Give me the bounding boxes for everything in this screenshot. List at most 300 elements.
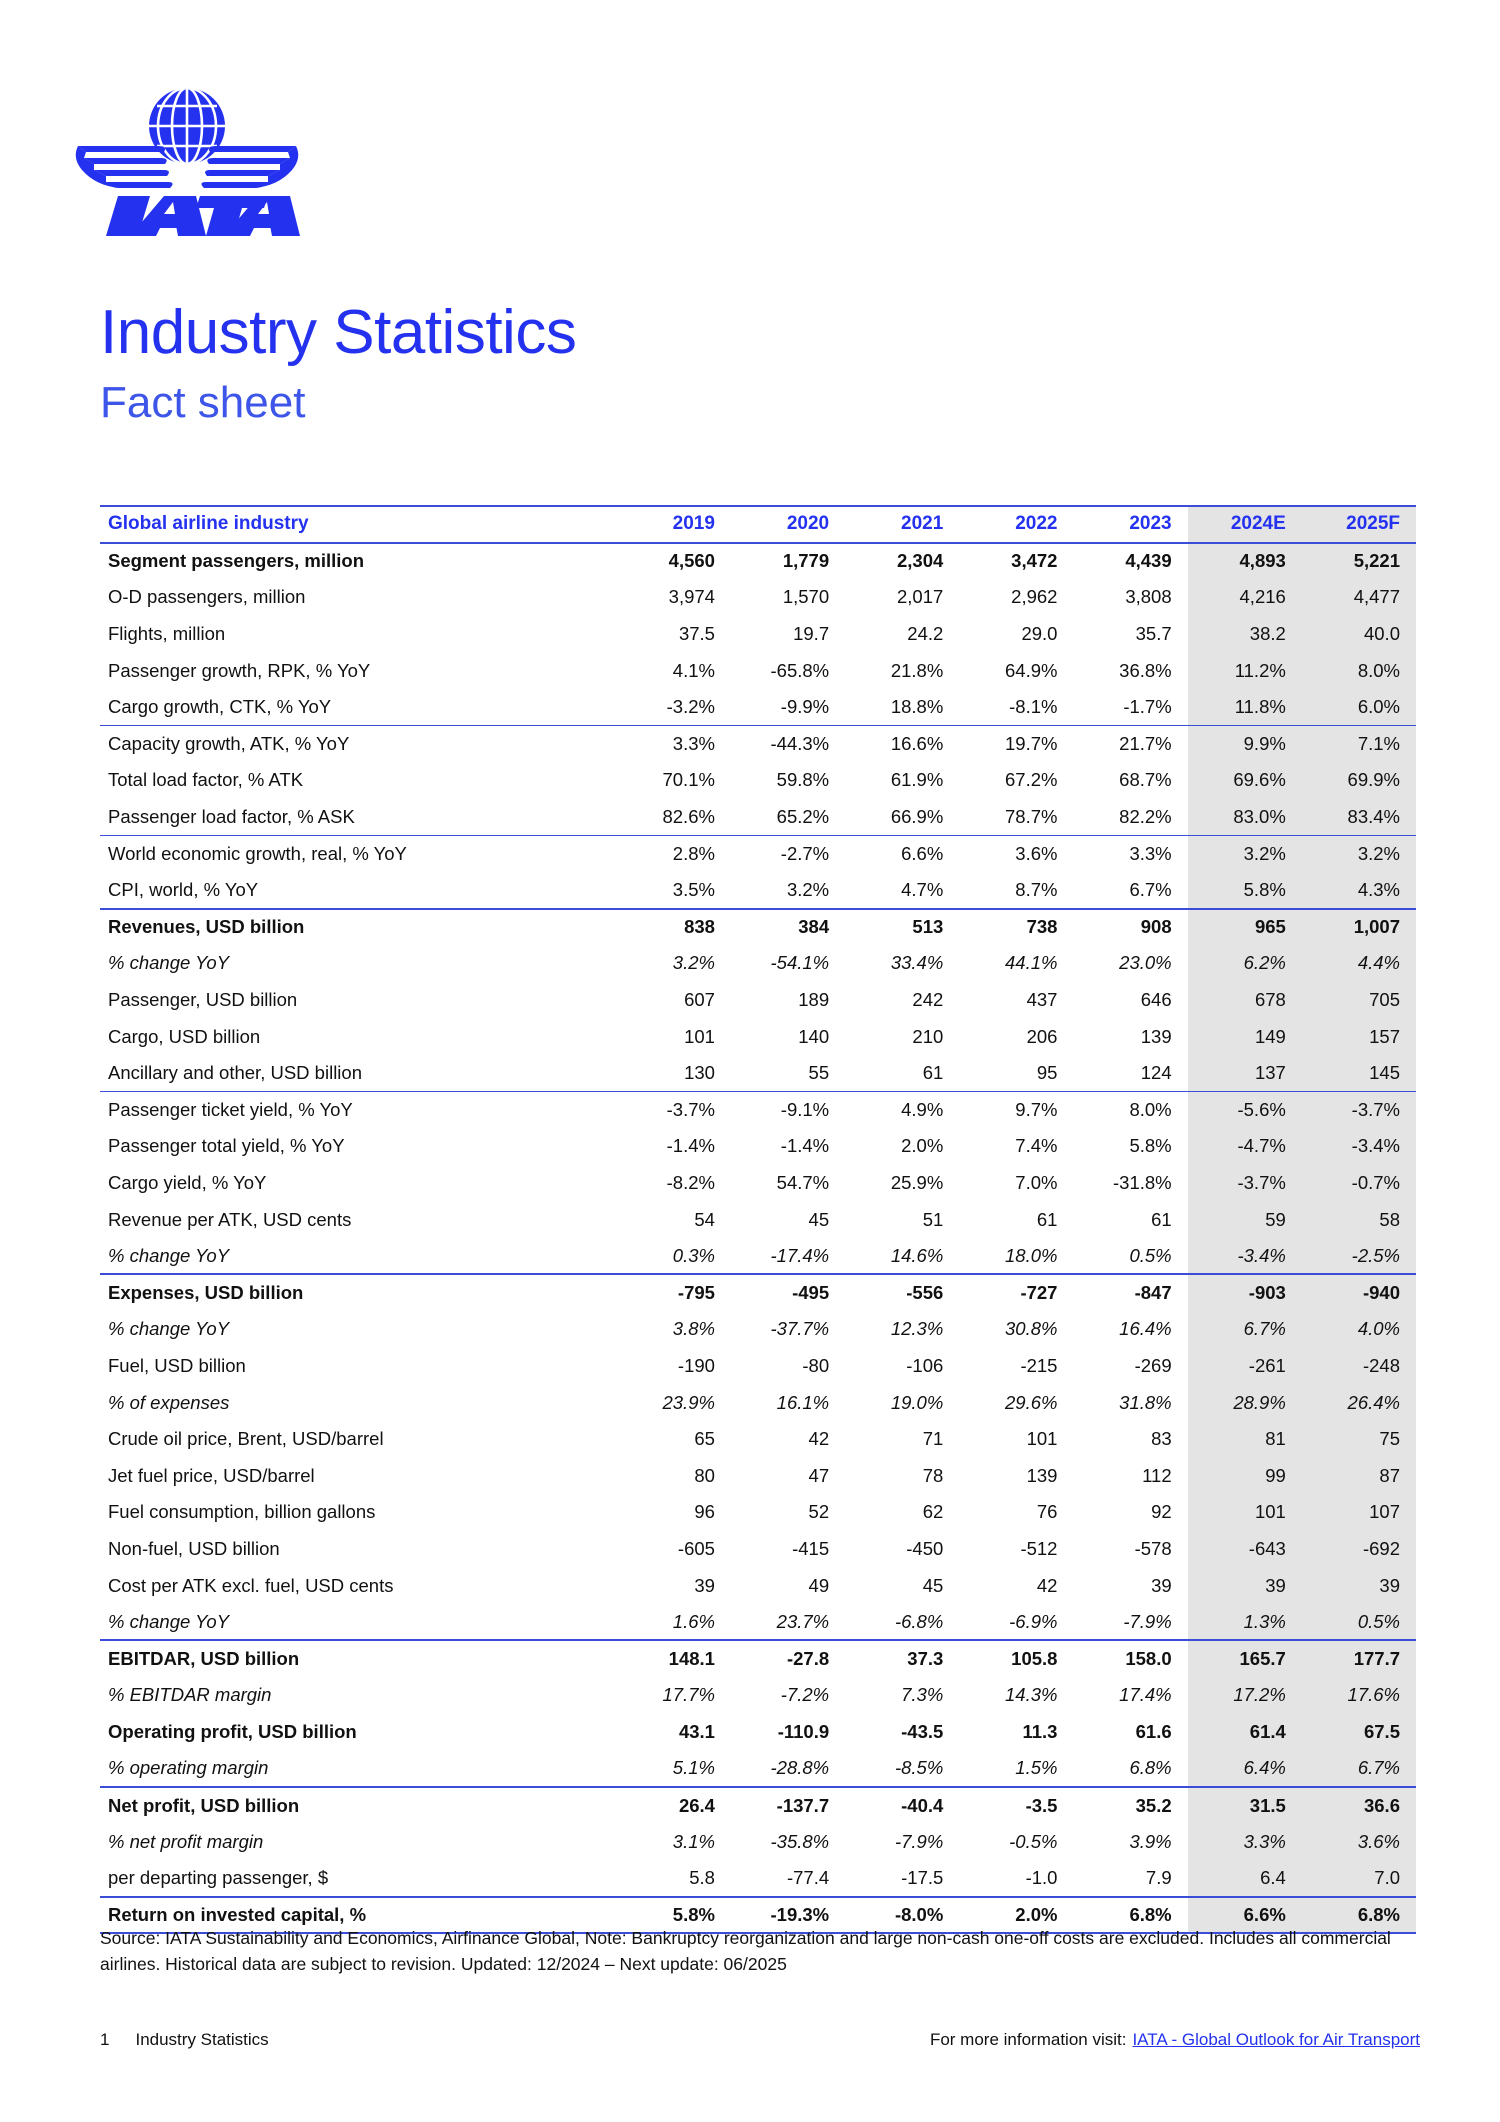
cell-value: 42 [1036, 1574, 1058, 1596]
cell-value: 165.7 [1188, 1640, 1302, 1677]
row-label: Passenger total yield, % YoY [108, 1135, 345, 1157]
column-header-2024e: 2024E [1188, 506, 1302, 543]
cell-value: -2.5% [1302, 1238, 1416, 1275]
cell-value: 124 [1140, 1061, 1172, 1083]
cell-value: -3.7% [1188, 1165, 1302, 1202]
title-block [100, 300, 1420, 427]
row-label: Cargo, USD billion [108, 1025, 261, 1047]
row-label: Total load factor, % ATK [108, 769, 304, 791]
cell-value: 3.1% [672, 1830, 715, 1852]
row-label: % operating margin [108, 1756, 269, 1778]
cell-value: 4.4% [1302, 945, 1416, 982]
cell-value: -7.9% [1123, 1610, 1172, 1632]
row-label: % change YoY [108, 952, 230, 974]
cell-value: 2,304 [897, 550, 944, 572]
cell-value: -3.2% [666, 696, 715, 718]
row-label: Cost per ATK excl. fuel, USD cents [108, 1574, 394, 1596]
cell-value: 384 [731, 909, 845, 946]
cell-value: 6.6% [1188, 1897, 1302, 1934]
cell-value: 6.7% [1188, 1311, 1302, 1348]
cell-value: -19.3% [731, 1897, 845, 1934]
table-header-row [100, 506, 1416, 543]
cell-value: 49 [808, 1574, 830, 1596]
cell-value: 19.7 [793, 623, 830, 645]
cell-value: 137 [1188, 1055, 1302, 1092]
cell-value: -17.5 [901, 1866, 944, 1888]
table-row [100, 872, 1416, 909]
row-label: Fuel, USD billion [108, 1354, 246, 1376]
cell-value: 4,560 [668, 550, 715, 572]
table-row [100, 1018, 1416, 1055]
cell-value: 39 [1188, 1567, 1302, 1604]
row-label: Passenger, USD billion [108, 989, 298, 1011]
footer-outlook-link[interactable]: IATA - Global Outlook for Air Transport [1132, 2030, 1420, 2049]
cell-value: 7.1% [1302, 726, 1416, 763]
row-label: Segment passengers, million [108, 550, 364, 572]
iata-wordmark [106, 196, 300, 236]
cell-value: 61 [1036, 1208, 1058, 1230]
cell-value: 66.9% [890, 805, 944, 827]
cell-value: 7.0% [1015, 1171, 1058, 1193]
cell-value: 189 [798, 989, 830, 1011]
row-label: Jet fuel price, USD/barrel [108, 1464, 315, 1486]
cell-value: 2.8% [617, 835, 731, 872]
row-label: O-D passengers, million [108, 586, 306, 608]
cell-value: -556 [845, 1274, 959, 1311]
cell-value: -643 [1188, 1531, 1302, 1568]
table-row [100, 1238, 1416, 1275]
cell-value: 101 [1188, 1494, 1302, 1531]
table-row [100, 616, 1416, 653]
cell-value: 3,472 [1011, 550, 1058, 572]
cell-value: 437 [1026, 989, 1058, 1011]
industry-statistics-table-wrap [100, 505, 1416, 1934]
cell-value: 6.7% [1129, 878, 1172, 900]
cell-value: 7.9 [1145, 1866, 1172, 1888]
table-row [100, 1494, 1416, 1531]
cell-value: 177.7 [1302, 1640, 1416, 1677]
cell-value: 7.0 [1302, 1860, 1416, 1897]
row-label: Passenger load factor, % ASK [108, 805, 355, 827]
cell-value: 5.8% [617, 1897, 731, 1934]
cell-value: 87 [1302, 1457, 1416, 1494]
cell-value: 9.7% [959, 1092, 1073, 1129]
cell-value: 4,439 [1125, 550, 1172, 572]
cell-value: 6.7% [1302, 1750, 1416, 1787]
row-label: Capacity growth, ATK, % YoY [100, 726, 617, 763]
cell-value: -17.4% [770, 1244, 830, 1266]
cell-value: 80 [694, 1464, 715, 1486]
cell-value: -1.0 [1025, 1866, 1058, 1888]
row-label: CPI, world, % YoY [108, 878, 259, 900]
cell-value: 3.2% [1302, 835, 1416, 872]
row-label: Passenger growth, RPK, % YoY [108, 659, 371, 681]
cell-value: 39 [694, 1574, 715, 1596]
cell-value: -1.4% [780, 1135, 830, 1157]
cell-value: 3.8% [672, 1318, 715, 1340]
cell-value: 51 [922, 1208, 944, 1230]
table-row [100, 799, 1416, 836]
cell-value: 83 [1151, 1428, 1172, 1450]
cell-value: 4,216 [1188, 579, 1302, 616]
cell-value: 35.2 [1073, 1787, 1187, 1824]
cell-value: 59.8% [776, 769, 830, 791]
cell-value: -1.7% [1123, 696, 1172, 718]
row-label: Operating profit, USD billion [108, 1720, 357, 1742]
cell-value: 26.4% [1302, 1384, 1416, 1421]
cell-value: -8.2% [666, 1171, 715, 1193]
cell-value: 5.1% [672, 1756, 715, 1778]
cell-value: 45 [922, 1574, 944, 1596]
page-footer [100, 2030, 1420, 2050]
table-row [100, 1128, 1416, 1165]
row-label: % change YoY [108, 1318, 230, 1340]
footer-doc-name: Industry Statistics [135, 2030, 269, 2049]
cell-value: 11.8% [1188, 689, 1302, 726]
row-label: Net profit, USD billion [100, 1787, 617, 1824]
cell-value: 607 [684, 989, 715, 1011]
cell-value: 44.1% [1005, 952, 1058, 974]
table-row [100, 1640, 1416, 1677]
cell-value: 33.4% [890, 952, 944, 974]
cell-value: -3.4% [1302, 1128, 1416, 1165]
cell-value: 61.9% [890, 769, 944, 791]
cell-value: -80 [802, 1354, 830, 1376]
cell-value: 61.4 [1188, 1714, 1302, 1751]
cell-value: 61 [922, 1061, 944, 1083]
cell-value: -415 [792, 1537, 830, 1559]
table-row [100, 1714, 1416, 1751]
wing-right-icon [201, 146, 298, 188]
cell-value: -8.5% [894, 1756, 944, 1778]
column-header-2025f: 2025F [1302, 506, 1416, 543]
cell-value: 1,779 [782, 550, 830, 572]
row-label: Fuel consumption, billion gallons [108, 1501, 376, 1523]
row-label: Revenue per ATK, USD cents [108, 1208, 352, 1230]
cell-value: -8.1% [1009, 696, 1058, 718]
table-row [100, 689, 1416, 726]
column-header-2020: 2020 [731, 506, 845, 543]
cell-value: -27.8 [731, 1640, 845, 1677]
cell-value: 4.7% [901, 878, 944, 900]
cell-value: 3.3% [1188, 1823, 1302, 1860]
cell-value: -137.7 [731, 1787, 845, 1824]
cell-value: 139 [1026, 1464, 1058, 1486]
cell-value: 78.7% [1005, 805, 1058, 827]
cell-value: -261 [1188, 1348, 1302, 1385]
cell-value: 82.2% [1119, 805, 1172, 827]
cell-value: 1.5% [1015, 1756, 1058, 1778]
cell-value: 14.3% [1005, 1684, 1058, 1706]
cell-value: -9.1% [731, 1092, 845, 1129]
cell-value: 18.8% [890, 696, 944, 718]
cell-value: 140 [798, 1025, 830, 1047]
footer-right [930, 2030, 1420, 2050]
cell-value: -9.9% [780, 696, 830, 718]
table-row [100, 1311, 1416, 1348]
cell-value: 3,974 [668, 586, 715, 608]
cell-value: 39 [1151, 1574, 1172, 1596]
cell-value: 1,570 [782, 586, 830, 608]
cell-value: -54.1% [770, 952, 830, 974]
cell-value: -692 [1302, 1531, 1416, 1568]
cell-value: 52 [808, 1501, 830, 1523]
row-label: Passenger ticket yield, % YoY [100, 1092, 617, 1129]
row-label: Flights, million [108, 623, 226, 645]
cell-value: 5.8 [689, 1866, 715, 1888]
cell-value: -190 [677, 1354, 715, 1376]
cell-value: -3.7% [617, 1092, 731, 1129]
cell-value: 705 [1302, 982, 1416, 1019]
column-header-label: Global airline industry [100, 506, 617, 543]
cell-value: -605 [677, 1537, 715, 1559]
cell-value: 3.3% [1073, 835, 1187, 872]
cell-value: 678 [1188, 982, 1302, 1019]
table-row [100, 1860, 1416, 1897]
cell-value: 8.0% [1302, 652, 1416, 689]
cell-value: 112 [1142, 1464, 1172, 1486]
cell-value: 69.9% [1302, 762, 1416, 799]
cell-value: -2.7% [731, 835, 845, 872]
cell-value: 6.4 [1188, 1860, 1302, 1897]
cell-value: 6.0% [1302, 689, 1416, 726]
cell-value: 23.7% [776, 1610, 830, 1632]
cell-value: 17.6% [1302, 1677, 1416, 1714]
cell-value: 12.3% [890, 1318, 944, 1340]
cell-value: 101 [1026, 1428, 1058, 1450]
cell-value: 130 [684, 1061, 715, 1083]
cell-value: -31.8% [1113, 1171, 1172, 1193]
cell-value: 70.1% [662, 769, 715, 791]
cell-value: 11.3 [1022, 1720, 1058, 1742]
cell-value: -0.7% [1302, 1165, 1416, 1202]
iata-logo [72, 78, 302, 238]
globe-icon [149, 88, 225, 164]
cell-value: 58 [1302, 1201, 1416, 1238]
cell-value: 28.9% [1188, 1384, 1302, 1421]
cell-value: 2,962 [1011, 586, 1058, 608]
cell-value: 107 [1302, 1494, 1416, 1531]
cell-value: 35.7 [1135, 623, 1172, 645]
table-row [100, 1604, 1416, 1641]
cell-value: 2,017 [897, 586, 944, 608]
cell-value: 54.7% [776, 1171, 830, 1193]
cell-value: 3.6% [959, 835, 1073, 872]
cell-value: -106 [906, 1354, 944, 1376]
footer-left [100, 2030, 269, 2050]
cell-value: 19.7% [959, 726, 1073, 763]
cell-value: 64.9% [1005, 659, 1058, 681]
column-header-2022: 2022 [959, 506, 1073, 543]
cell-value: 5,221 [1302, 543, 1416, 580]
cell-value: 0.5% [1129, 1244, 1172, 1266]
cell-value: -65.8% [770, 659, 830, 681]
cell-value: 26.4 [617, 1787, 731, 1824]
table-row [100, 1677, 1416, 1714]
cell-value: 47 [808, 1464, 830, 1486]
row-label: Crude oil price, Brent, USD/barrel [108, 1428, 384, 1450]
table-row [100, 652, 1416, 689]
cell-value: 145 [1302, 1055, 1416, 1092]
cell-value: 61.6 [1135, 1720, 1172, 1742]
cell-value: 8.7% [1015, 878, 1058, 900]
cell-value: 6.8% [1302, 1897, 1416, 1934]
cell-value: 148.1 [617, 1640, 731, 1677]
cell-value: 65.2% [776, 805, 830, 827]
table-head [100, 506, 1416, 543]
cell-value: 31.5 [1188, 1787, 1302, 1824]
cell-value: -940 [1302, 1274, 1416, 1311]
cell-value: 17.4% [1119, 1684, 1172, 1706]
cell-value: 6.8% [1129, 1756, 1172, 1778]
cell-value: -6.9% [1009, 1610, 1058, 1632]
cell-value: 71 [922, 1428, 944, 1450]
row-label: Revenues, USD billion [100, 909, 617, 946]
cell-value: 4.0% [1302, 1311, 1416, 1348]
row-label: Non-fuel, USD billion [108, 1537, 280, 1559]
cell-value: -795 [617, 1274, 731, 1311]
table-row [100, 726, 1416, 763]
cell-value: 7.4% [1015, 1135, 1058, 1157]
cell-value: 59 [1188, 1201, 1302, 1238]
cell-value: 75 [1302, 1421, 1416, 1458]
cell-value: -44.3% [731, 726, 845, 763]
cell-value: 83.4% [1302, 799, 1416, 836]
cell-value: 6.6% [845, 835, 959, 872]
row-label: Cargo yield, % YoY [108, 1171, 267, 1193]
cell-value: 42 [808, 1428, 830, 1450]
cell-value: -1.4% [666, 1135, 715, 1157]
cell-value: 1,007 [1302, 909, 1416, 946]
table-body [100, 543, 1416, 1934]
cell-value: 908 [1073, 909, 1187, 946]
table-row [100, 835, 1416, 872]
cell-value: 30.8% [1005, 1318, 1058, 1340]
wing-left-icon [76, 146, 173, 188]
cell-value: -7.2% [780, 1684, 830, 1706]
cell-value: -3.5 [959, 1787, 1073, 1824]
industry-statistics-table [100, 505, 1416, 1934]
cell-value: 54 [694, 1208, 715, 1230]
cell-value: 76 [1036, 1501, 1058, 1523]
cell-value: -43.5 [901, 1720, 944, 1742]
cell-value: 29.0 [1021, 623, 1058, 645]
row-label: EBITDAR, USD billion [100, 1640, 617, 1677]
source-note: Source: IATA Sustainability and Economics, Airfinance Global, Note: Bankruptcy reorganization and large non-cash one-off costs are excluded. Includes all commercial airlines. Historical data are subject to revision. Updated: 12/2024 – Next update: 06/2025 [100, 1928, 1391, 1975]
table-row [100, 909, 1416, 946]
cell-value: -110.9 [777, 1720, 830, 1742]
cell-value: 3.9% [1129, 1830, 1172, 1852]
cell-value: -495 [731, 1274, 845, 1311]
row-label: % net profit margin [108, 1830, 264, 1852]
cell-value: -450 [906, 1537, 944, 1559]
cell-value: 3.5% [672, 878, 715, 900]
table-row [100, 1421, 1416, 1458]
cell-value: 1.3% [1188, 1604, 1302, 1641]
cell-value: 18.0% [1005, 1244, 1058, 1266]
cell-value: 65 [694, 1428, 715, 1450]
page-subtitle: Fact sheet [100, 378, 306, 428]
cell-value: 210 [912, 1025, 944, 1047]
cell-value: 4.1% [672, 659, 715, 681]
cell-value: 83.0% [1188, 799, 1302, 836]
cell-value: 24.2 [907, 623, 944, 645]
cell-value: 0.5% [1302, 1604, 1416, 1641]
cell-value: 2.0% [959, 1897, 1073, 1934]
cell-value: 4,893 [1188, 543, 1302, 580]
cell-value: 61 [1151, 1208, 1172, 1230]
table-row [100, 1823, 1416, 1860]
table-row [100, 1787, 1416, 1824]
cell-value: -215 [1020, 1354, 1058, 1376]
page-title: Industry Statistics [100, 298, 577, 367]
column-header-2023: 2023 [1073, 506, 1187, 543]
cell-value: 39 [1302, 1567, 1416, 1604]
cell-value: 158.0 [1073, 1640, 1187, 1677]
footer-page-number: 1 [100, 2030, 110, 2049]
row-label: per departing passenger, $ [108, 1866, 329, 1888]
cell-value: 37.5 [678, 623, 715, 645]
cell-value: 62 [922, 1501, 944, 1523]
cell-value: 3,808 [1125, 586, 1172, 608]
cell-value: 1.6% [672, 1610, 715, 1632]
cell-value: 139 [1140, 1025, 1172, 1047]
row-label: % of expenses [108, 1391, 230, 1413]
cell-value: 7.3% [901, 1684, 944, 1706]
row-label: Return on invested capital, % [100, 1897, 617, 1934]
cell-value: -248 [1302, 1348, 1416, 1385]
cell-value: 149 [1188, 1018, 1302, 1055]
footer-info-prefix: For more information visit: [929, 2030, 1127, 2049]
cell-value: -0.5% [1009, 1830, 1058, 1852]
cell-value: -5.6% [1188, 1092, 1302, 1129]
cell-value: 6.4% [1188, 1750, 1302, 1787]
cell-value: 8.0% [1073, 1092, 1187, 1129]
column-header-2021: 2021 [845, 506, 959, 543]
row-label: Cargo growth, CTK, % YoY [108, 696, 332, 718]
cell-value: 67.2% [1005, 769, 1058, 791]
cell-value: -3.4% [1188, 1238, 1302, 1275]
cell-value: 36.6 [1302, 1787, 1416, 1824]
cell-value: 206 [1026, 1025, 1058, 1047]
cell-value: 6.2% [1188, 945, 1302, 982]
table-row [100, 945, 1416, 982]
cell-value: 69.6% [1188, 762, 1302, 799]
column-header-2019: 2019 [617, 506, 731, 543]
table-row [100, 982, 1416, 1019]
cell-value: 96 [694, 1501, 715, 1523]
row-label: % change YoY [108, 1610, 230, 1632]
cell-value: 738 [959, 909, 1073, 946]
cell-value: 31.8% [1119, 1391, 1172, 1413]
cell-value: 82.6% [662, 805, 715, 827]
cell-value: 45 [808, 1208, 830, 1230]
cell-value: -40.4 [845, 1787, 959, 1824]
cell-value: 6.8% [1073, 1897, 1187, 1934]
cell-value: -727 [959, 1274, 1073, 1311]
cell-value: 78 [922, 1464, 944, 1486]
cell-value: 68.7% [1119, 769, 1172, 791]
cell-value: 14.6% [890, 1244, 944, 1266]
cell-value: -512 [1020, 1537, 1058, 1559]
cell-value: 4.9% [845, 1092, 959, 1129]
cell-value: 19.0% [890, 1391, 944, 1413]
cell-value: 2.0% [901, 1135, 944, 1157]
cell-value: 99 [1188, 1457, 1302, 1494]
cell-value: 4,477 [1302, 579, 1416, 616]
cell-value: 95 [1036, 1061, 1058, 1083]
cell-value: -578 [1134, 1537, 1172, 1559]
